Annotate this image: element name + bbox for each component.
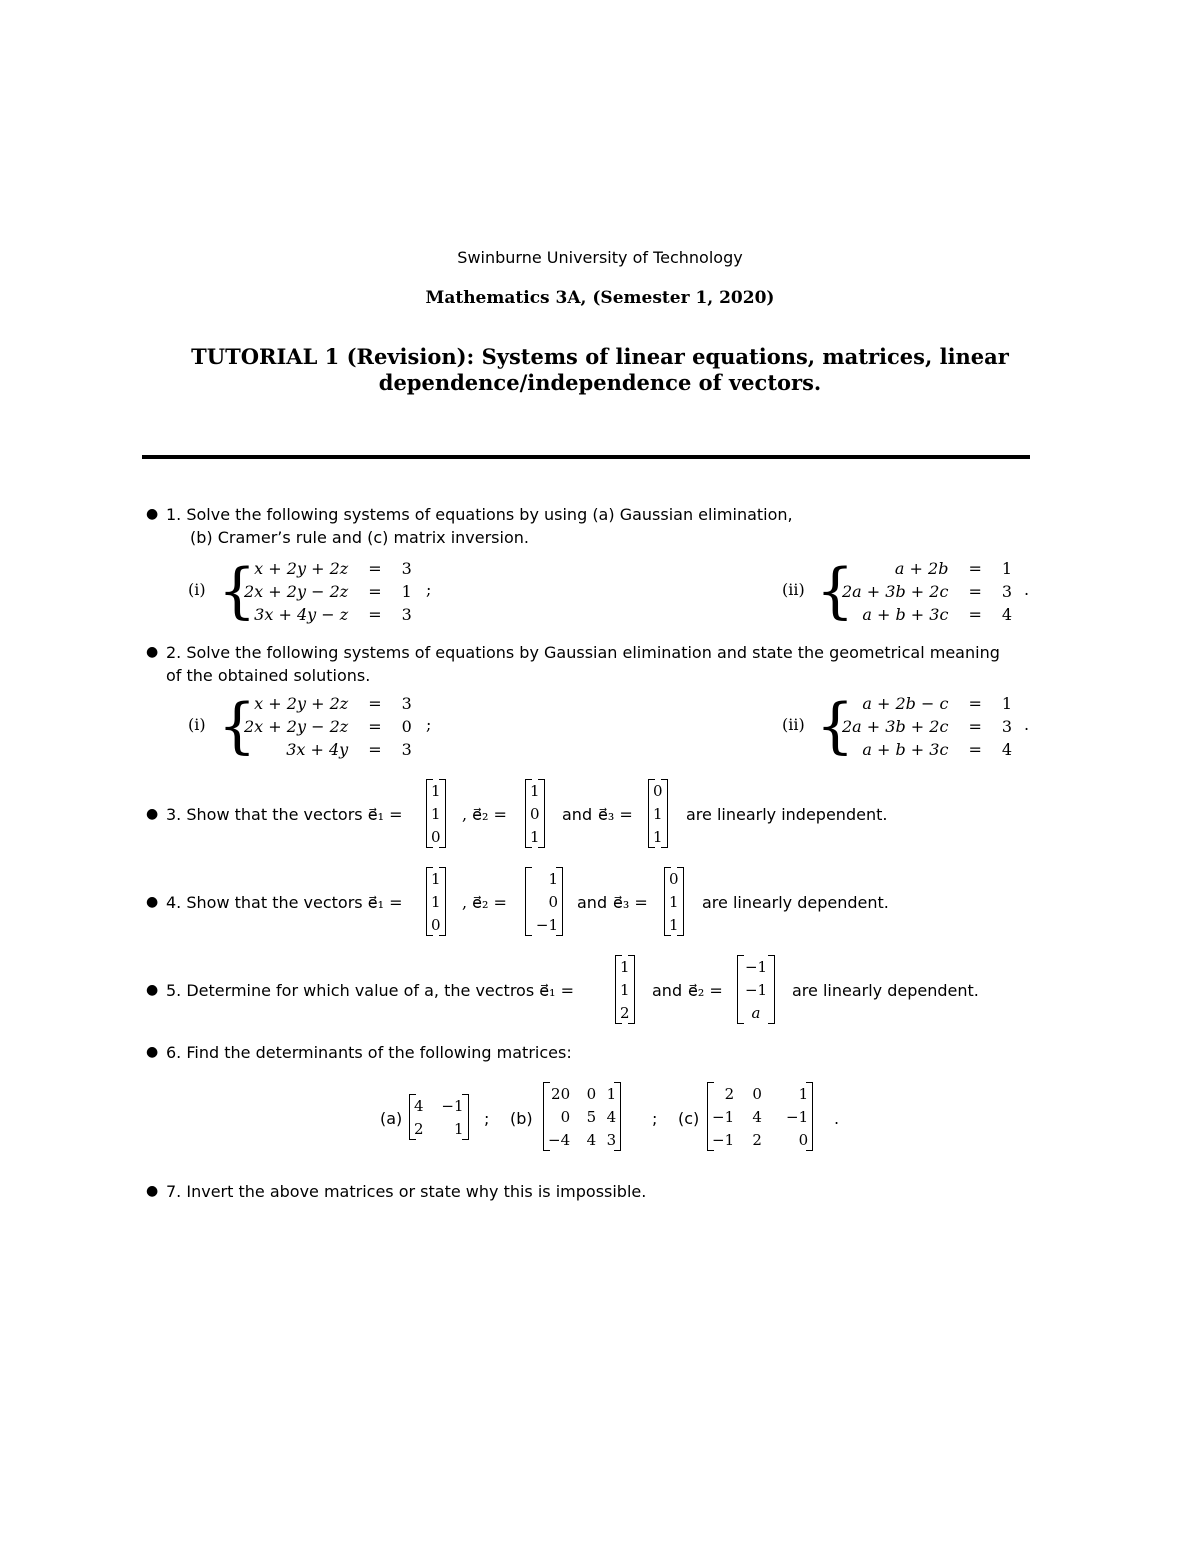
vector-entry: 0 bbox=[669, 869, 679, 888]
q5-e1: e⃗₁ = bbox=[539, 981, 575, 1000]
vector-entry: 1 bbox=[653, 804, 663, 823]
left-brace: { bbox=[816, 691, 855, 761]
vector-entry: 1 bbox=[548, 869, 558, 888]
matrix-entry: −1 bbox=[712, 1130, 735, 1149]
vector-entry: 1 bbox=[620, 957, 630, 976]
q4-post: are linearly dependent. bbox=[702, 893, 889, 912]
eq-rhs: 0 bbox=[401, 717, 412, 736]
eq-sign: = bbox=[368, 559, 382, 578]
q3-vector-2 bbox=[525, 779, 545, 848]
eq-rhs: 3 bbox=[1001, 582, 1013, 601]
eq-sign: = bbox=[368, 717, 382, 736]
matrix-entry: −1 bbox=[712, 1107, 735, 1126]
vector-entry: 1 bbox=[431, 869, 441, 888]
eq-lhs: x + 2y + 2z bbox=[254, 694, 349, 713]
q5-vector-2 bbox=[737, 955, 775, 1024]
vector-entry: 1 bbox=[530, 827, 540, 846]
q1-text-1: Solve the following systems of equations by using (a) Gaussian elimination, bbox=[186, 505, 793, 524]
matrix-entry: 1 bbox=[798, 1084, 809, 1103]
vector-entry: 0 bbox=[431, 827, 441, 846]
q5-post: are linearly dependent. bbox=[792, 981, 979, 1000]
eq-lhs: 3x + 4y bbox=[286, 740, 349, 759]
q5-vector-1 bbox=[615, 955, 635, 1024]
matrix-entry: 1 bbox=[454, 1119, 464, 1138]
q2-text-1: Solve the following systems of equations by Gaussian elimination and state the geometrical meaning bbox=[186, 643, 1000, 662]
course-title: Mathematics 3A, (Semester 1, 2020) bbox=[425, 288, 775, 308]
q4-pre: Show that the vectors bbox=[186, 893, 363, 912]
q4-e3: e⃗₃ = bbox=[613, 893, 648, 912]
matrix-entry: 4 bbox=[752, 1107, 762, 1126]
matrix-entry: 20 bbox=[551, 1084, 571, 1103]
eq-rhs: 3 bbox=[401, 694, 412, 713]
eq-lhs: 2a + 3b + 2c bbox=[842, 717, 949, 736]
eq-rhs: 3 bbox=[401, 605, 412, 624]
eq-lhs: a + 2b bbox=[894, 559, 949, 578]
tutorial-title bbox=[0, 344, 1200, 396]
q1-ii-label: (ii) bbox=[782, 580, 805, 599]
divider bbox=[142, 455, 1030, 459]
q5-pre: Determine for which value of a, the vectros bbox=[186, 981, 535, 1000]
q3-vector-3 bbox=[648, 779, 668, 848]
q2-i-label: (i) bbox=[188, 715, 206, 734]
vector-entry: 1 bbox=[669, 915, 679, 934]
bullet: ● bbox=[146, 982, 159, 998]
q5-e2: e⃗₂ = bbox=[688, 981, 723, 1000]
q6-b-label: (b) bbox=[510, 1109, 533, 1128]
eq-sign: = bbox=[968, 605, 982, 624]
q3-and: and bbox=[562, 805, 593, 824]
eq-rhs: 3 bbox=[401, 740, 412, 759]
matrix-entry: 0 bbox=[798, 1130, 809, 1149]
left-brace: { bbox=[218, 556, 257, 626]
left-brace: { bbox=[816, 556, 855, 626]
bullet: ● bbox=[146, 506, 159, 522]
bullet: ● bbox=[146, 1044, 159, 1060]
eq-lhs: 2x + 2y − 2z bbox=[244, 582, 349, 601]
eq-rhs: 4 bbox=[1001, 605, 1013, 624]
q3-pre: Show that the vectors bbox=[186, 805, 363, 824]
matrix-entry: −1 bbox=[786, 1107, 809, 1126]
matrix-entry: 2 bbox=[752, 1130, 762, 1149]
eq-sign: = bbox=[968, 559, 982, 578]
vector-entry: 1 bbox=[653, 827, 663, 846]
punct: ; bbox=[426, 580, 432, 599]
title-line-2: dependence/independence of vectors. bbox=[378, 370, 822, 395]
matrix-entry: 0 bbox=[752, 1084, 762, 1103]
q7-text: Invert the above matrices or state why this is impossible. bbox=[186, 1182, 647, 1201]
eq-sign: = bbox=[968, 717, 982, 736]
q6-sep-1: ; bbox=[484, 1109, 490, 1128]
q1-text-2: (b) Cramer’s rule and (c) matrix inversion. bbox=[190, 528, 529, 547]
matrix-c bbox=[707, 1082, 813, 1151]
matrix-entry: −1 bbox=[441, 1096, 464, 1115]
q4-vector-1 bbox=[426, 867, 446, 936]
q4-vector-3 bbox=[664, 867, 684, 936]
q4-e2: , e⃗₂ = bbox=[462, 893, 507, 912]
bullet: ● bbox=[146, 894, 159, 910]
matrix-entry: 2 bbox=[414, 1119, 424, 1138]
q5-and: and bbox=[652, 981, 683, 1000]
eq-lhs: a + 2b − c bbox=[862, 694, 949, 713]
matrix-entry: 4 bbox=[586, 1130, 597, 1149]
q2-text-2: of the obtained solutions. bbox=[166, 666, 371, 685]
matrix-entry: −4 bbox=[548, 1130, 571, 1149]
q3-post: are linearly independent. bbox=[686, 805, 888, 824]
eq-sign: = bbox=[968, 582, 982, 601]
matrix-entry: 0 bbox=[560, 1107, 571, 1126]
q3-e3: e⃗₃ = bbox=[598, 805, 633, 824]
q6-number: 6. bbox=[166, 1043, 182, 1062]
matrix-entry: 4 bbox=[414, 1096, 424, 1115]
q4-vector-2 bbox=[525, 867, 563, 936]
punct: ; bbox=[426, 715, 432, 734]
q4-and: and bbox=[577, 893, 608, 912]
vector-entry: 1 bbox=[530, 781, 540, 800]
eq-rhs: 1 bbox=[401, 582, 412, 601]
eq-sign: = bbox=[368, 694, 382, 713]
matrix-entry: 3 bbox=[606, 1130, 617, 1149]
eq-lhs: 2a + 3b + 2c bbox=[842, 582, 949, 601]
eq-lhs: a + b + 3c bbox=[862, 605, 949, 624]
q3-number: 3. bbox=[166, 805, 182, 824]
q4-e1: e⃗₁ = bbox=[367, 893, 403, 912]
vector-entry: −1 bbox=[744, 980, 768, 999]
q5-number: 5. bbox=[166, 981, 182, 1000]
eq-lhs: 2x + 2y − 2z bbox=[244, 717, 349, 736]
bullet: ● bbox=[146, 1183, 159, 1199]
vector-entry: 0 bbox=[431, 915, 441, 934]
eq-sign: = bbox=[968, 740, 982, 759]
vector-entry: 1 bbox=[431, 781, 441, 800]
eq-lhs: 3x + 4y − z bbox=[254, 605, 349, 624]
q1-i-label: (i) bbox=[188, 580, 206, 599]
q3-e1: e⃗₁ = bbox=[367, 805, 403, 824]
q6-a-label: (a) bbox=[380, 1109, 403, 1128]
matrix-a bbox=[409, 1094, 469, 1140]
q7-number: 7. bbox=[166, 1182, 182, 1201]
q6-end: . bbox=[834, 1109, 840, 1128]
eq-sign: = bbox=[368, 740, 382, 759]
q6-sep-2: ; bbox=[652, 1109, 658, 1128]
matrix-entry: 5 bbox=[586, 1107, 597, 1126]
title-line-1: TUTORIAL 1 (Revision): Systems of linear equations, matrices, linear bbox=[191, 344, 1009, 369]
eq-sign: = bbox=[968, 694, 982, 713]
q6-c-label: (c) bbox=[678, 1109, 700, 1128]
q3-e2: , e⃗₂ = bbox=[462, 805, 507, 824]
vector-entry: a bbox=[751, 1003, 761, 1022]
vector-entry: 0 bbox=[530, 804, 540, 823]
q1-number: 1. bbox=[166, 505, 182, 524]
institution: Swinburne University of Technology bbox=[457, 248, 743, 267]
matrix-entry: 1 bbox=[606, 1084, 617, 1103]
eq-rhs: 3 bbox=[1001, 717, 1013, 736]
q6-text: Find the determinants of the following matrices: bbox=[186, 1043, 572, 1062]
bullet: ● bbox=[146, 806, 159, 822]
eq-lhs: x + 2y + 2z bbox=[254, 559, 349, 578]
matrix-entry: 4 bbox=[606, 1107, 617, 1126]
eq-sign: = bbox=[368, 605, 382, 624]
q2-ii-label: (ii) bbox=[782, 715, 805, 734]
left-brace: { bbox=[218, 691, 257, 761]
vector-entry: 1 bbox=[431, 892, 441, 911]
eq-rhs: 1 bbox=[1001, 559, 1013, 578]
bullet: ● bbox=[146, 644, 159, 660]
punct: . bbox=[1024, 715, 1030, 734]
vector-entry: 2 bbox=[620, 1003, 630, 1022]
vector-entry: 0 bbox=[653, 781, 663, 800]
vector-entry: 1 bbox=[431, 804, 441, 823]
punct: . bbox=[1024, 580, 1030, 599]
eq-rhs: 4 bbox=[1001, 740, 1013, 759]
vector-entry: 1 bbox=[620, 980, 630, 999]
eq-rhs: 3 bbox=[401, 559, 412, 578]
vector-entry: −1 bbox=[535, 915, 558, 934]
q3-vector-1 bbox=[426, 779, 446, 848]
q2-number: 2. bbox=[166, 643, 182, 662]
matrix-entry: 0 bbox=[586, 1084, 597, 1103]
eq-rhs: 1 bbox=[1001, 694, 1013, 713]
matrix-entry: 2 bbox=[724, 1084, 735, 1103]
vector-entry: 1 bbox=[669, 892, 679, 911]
eq-lhs: a + b + 3c bbox=[862, 740, 949, 759]
vector-entry: −1 bbox=[744, 957, 768, 976]
q4-number: 4. bbox=[166, 893, 182, 912]
eq-sign: = bbox=[368, 582, 382, 601]
vector-entry: 0 bbox=[548, 892, 558, 911]
matrix-b bbox=[543, 1082, 621, 1151]
